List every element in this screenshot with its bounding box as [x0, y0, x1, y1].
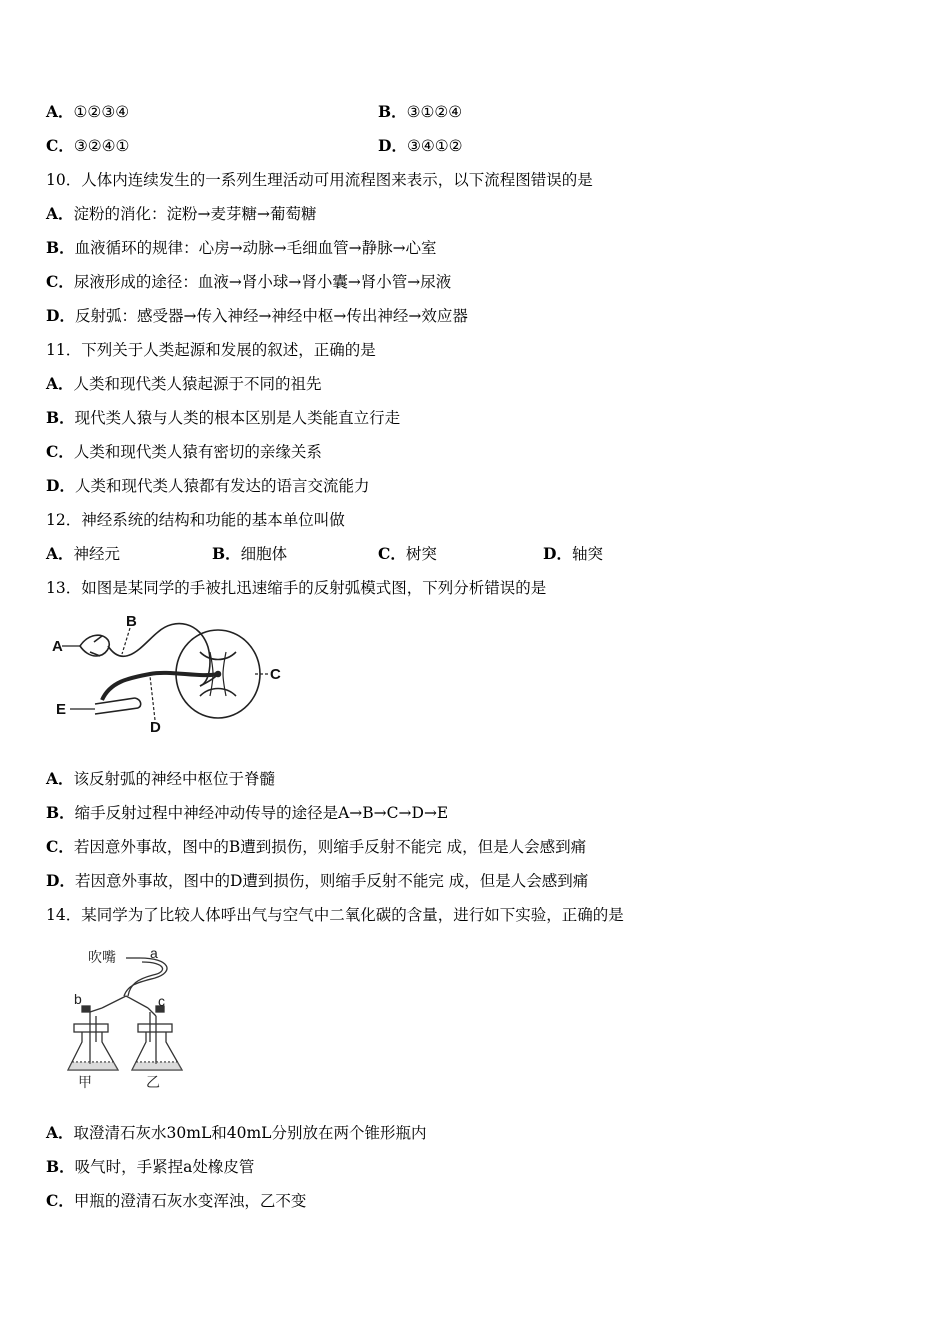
q13-option-c: C．若因意外事故，图中的B遭到损伤，则缩手反射不能完 成，但是人会感到痛 — [46, 837, 587, 856]
q9-option-a: A．①②③④ — [46, 102, 130, 121]
q12-stem: 12．神经系统的结构和功能的基本单位叫做 — [46, 511, 345, 529]
figure-label-mouthpiece: 吹嘴 — [88, 949, 116, 965]
q12-option-c: C．树突 — [378, 544, 437, 563]
figure-label-c: C — [270, 666, 281, 683]
q14-option-a: A．取澄清石灰水30mL和40mL分别放在两个锥形瓶内 — [46, 1123, 427, 1142]
q13-option-d: D．若因意外事故，图中的D遭到损伤，则缩手反射不能完 成，但是人会感到痛 — [46, 871, 589, 890]
q11-stem: 11．下列关于人类起源和发展的叙述，正确的是 — [46, 341, 376, 359]
figure-label-a: A — [52, 638, 63, 655]
breath-experiment-figure — [60, 942, 200, 1092]
q10-option-a: A．淀粉的消化：淀粉→麦芽糖→葡萄糖 — [46, 204, 317, 223]
figure-label-c: c — [158, 993, 165, 1009]
q11-option-c: C．人类和现代类人猿有密切的亲缘关系 — [46, 442, 322, 461]
figure-label-e: E — [56, 701, 67, 718]
q11-option-d: D．人类和现代类人猿都有发达的语言交流能力 — [46, 476, 370, 495]
q11-option-b: B．现代类人猿与人类的根本区别是人类能直立行走 — [46, 408, 401, 427]
q14-option-b: B．吸气时，手紧捏a处橡皮管 — [46, 1157, 255, 1176]
q12-option-d: D．轴突 — [543, 544, 603, 563]
q13-stem: 13．如图是某同学的手被扎迅速缩手的反射弧模式图，下列分析错误的是 — [46, 579, 547, 597]
q14-stem: 14．某同学为了比较人体呼出气与空气中二氧化碳的含量，进行如下实验，正确的是 — [46, 906, 624, 924]
q9-option-b: B．③①②④ — [378, 102, 463, 121]
q12-option-b: B．细胞体 — [212, 544, 288, 563]
reflex-arc-figure — [50, 612, 290, 737]
reflex-arc-diagram — [50, 612, 290, 737]
q9-option-c: C．③②④① — [46, 136, 130, 155]
q10-stem: 10．人体内连续发生的一系列生理活动可用流程图来表示，以下流程图错误的是 — [46, 171, 593, 189]
figure-label-jia: 甲 — [78, 1074, 92, 1090]
q9-option-d: D．③④①② — [378, 136, 463, 155]
q14-option-c: C．甲瓶的澄清石灰水变浑浊，乙不变 — [46, 1191, 307, 1210]
q10-option-b: B．血液循环的规律：心房→动脉→毛细血管→静脉→心室 — [46, 238, 437, 257]
q12-option-a: A．神经元 — [46, 544, 121, 563]
figure-label-b: b — [74, 991, 82, 1007]
figure-label-d: D — [150, 719, 161, 736]
figure-label-b: B — [126, 613, 137, 630]
figure-label-yi: 乙 — [146, 1074, 160, 1090]
q13-option-a: A．该反射弧的神经中枢位于脊髓 — [46, 769, 276, 788]
q11-option-a: A．人类和现代类人猿起源于不同的祖先 — [46, 374, 322, 393]
q13-option-b: B．缩手反射过程中神经冲动传导的途径是A→B→C→D→E — [46, 803, 449, 822]
breath-experiment-diagram — [60, 942, 200, 1092]
figure-label-a: a — [150, 945, 158, 961]
q10-option-c: C．尿液形成的途径：血液→肾小球→肾小囊→肾小管→尿液 — [46, 272, 452, 291]
q10-option-d: D．反射弧：感受器→传入神经→神经中枢→传出神经→效应器 — [46, 306, 468, 325]
